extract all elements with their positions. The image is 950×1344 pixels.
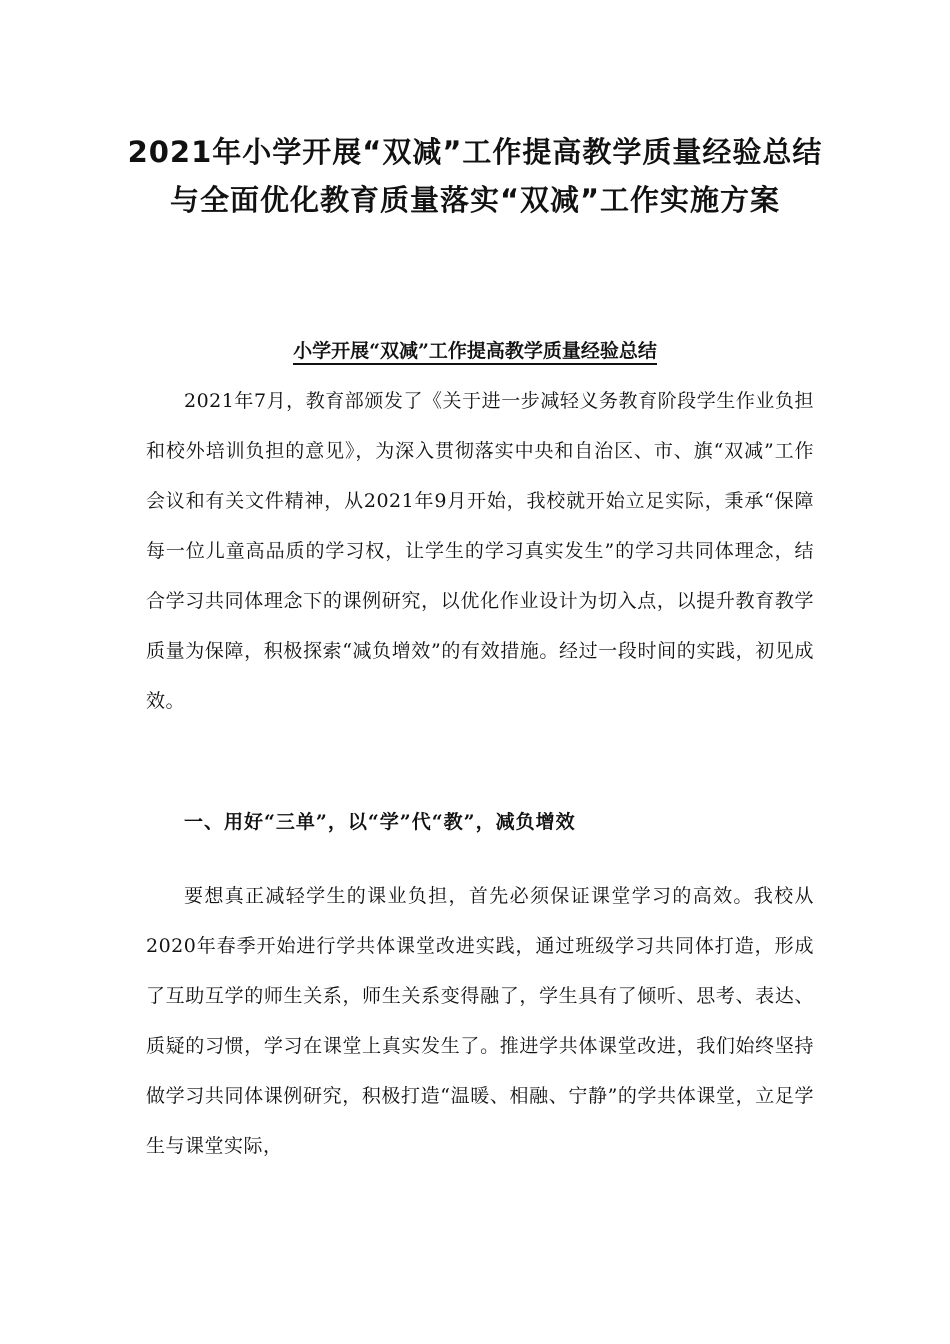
section-title-text: 小学开展“双减”工作提高教学质量经验总结 bbox=[293, 340, 657, 365]
heading-one: 一、用好“三单”，以“学”代“教”，减负增效 bbox=[184, 811, 576, 833]
paragraph-classroom: 要想真正减轻学生的课业负担，首先必须保证课堂学习的高效。我校从2020年春季开始进行学共体课堂改进实践，通过班级学习共同体打造，形成了互助互学的师生关系，师生关系变得融了，学生具有了倾听、思考、表达、质疑的习惯，学习在课堂上真实发生了。推进学共体课堂改进，我们始终坚持做学习共同体课例研究，积极打造“温暖、相融、宁静”的学共体课堂，立足学生与课堂实际， bbox=[146, 885, 814, 1157]
section-title bbox=[0, 334, 950, 368]
document-title: 2021年小学开展“双减”工作提高教学质量经验总结与全面优化教育质量落实“双减”工作实施方案 bbox=[127, 135, 823, 217]
paragraph-intro: 2021年7月，教育部颁发了《关于进一步减轻义务教育阶段学生作业负担和校外培训负担的意见》，为深入贯彻落实中央和自治区、市、旗“双减”工作会议和有关文件精神，从2021年9月开始，我校就开始立足实际，秉承“保障每一位儿童高品质的学习权，让学生的学习真实发生”的学习共同体理念，结合学习共同体理念下的课例研究，以优化作业设计为切入点，以提升教育教学质量为保障，积极探索“减负增效”的有效措施。经过一段时间的实践，初见成效。 bbox=[146, 390, 814, 712]
